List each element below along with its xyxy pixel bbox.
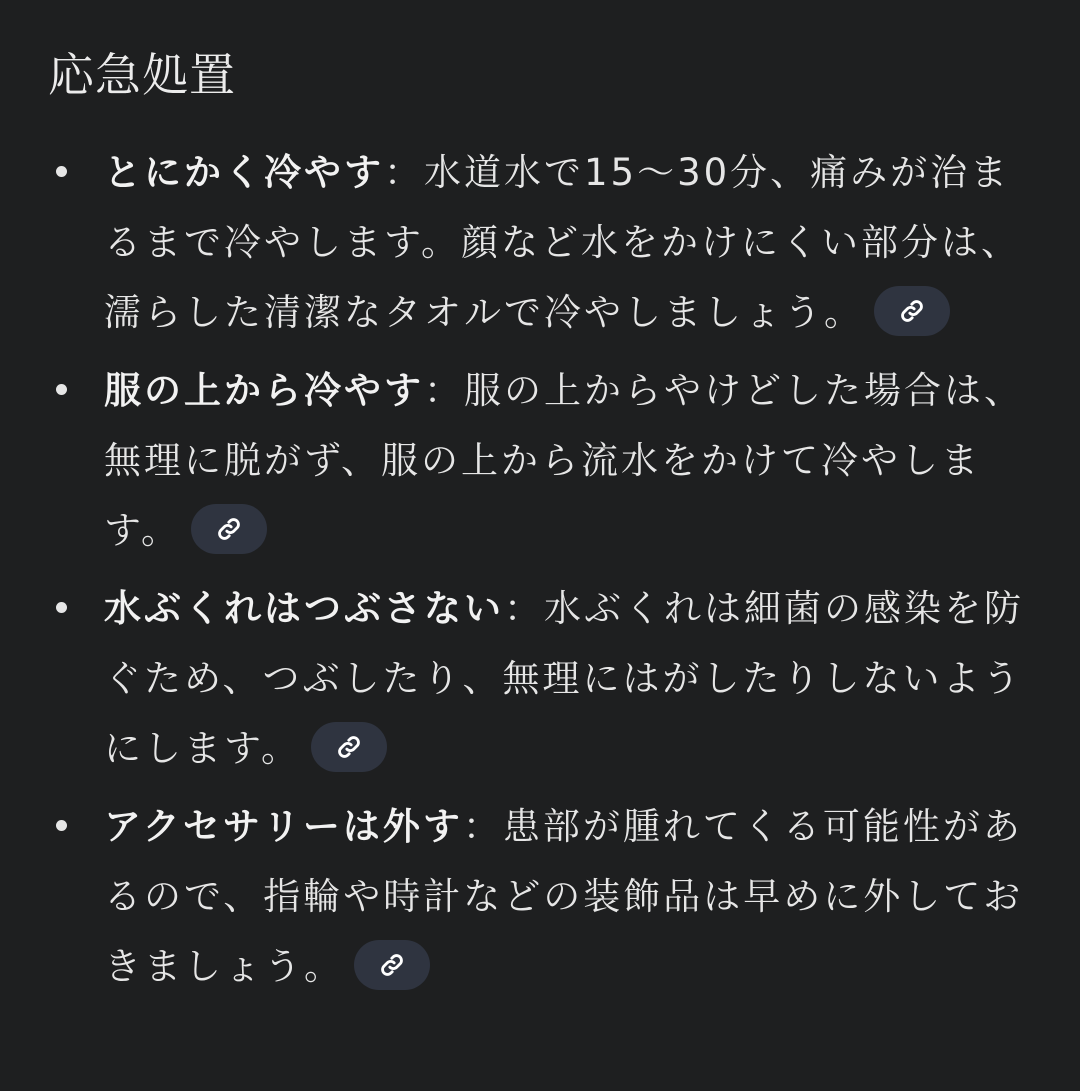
bullet-icon: [56, 166, 67, 177]
list-item: [48, 792, 1024, 1002]
item-separator: ：: [504, 587, 544, 630]
item-separator: ：: [462, 805, 503, 848]
item-term: 水ぶくれはつぶさない: [104, 587, 504, 630]
item-text: 水道水で15～30分、痛みが治まるまで冷やします。顔など水をかけにくい部分は、濡らした清潔なタオルで冷やしましょう。: [104, 151, 1022, 334]
item-separator: ：: [424, 369, 464, 412]
link-icon: [336, 734, 362, 760]
link-icon: [899, 298, 925, 324]
item-term: アクセサリーは外す: [104, 805, 463, 848]
item-separator: ：: [384, 151, 424, 194]
first-aid-list: [48, 138, 1040, 1002]
item-term: 服の上から冷やす: [104, 369, 424, 412]
section-heading: 応急処置: [48, 48, 236, 102]
list-item: [48, 356, 1024, 566]
list-item: [48, 138, 1024, 348]
list-item: [48, 574, 1024, 784]
link-icon: [379, 952, 405, 978]
bullet-icon: [56, 820, 67, 831]
item-term: とにかく冷やす: [104, 151, 384, 194]
item-text: 水ぶくれは細菌の感染を防ぐため、つぶしたり、無理にはがしたりしないようにします。: [104, 587, 1024, 770]
source-link-button[interactable]: [311, 722, 387, 772]
bullet-icon: [56, 384, 67, 395]
item-text: 患部が腫れてくる可能性があるので、指輪や時計などの装飾品は早めに外しておきましょう。: [104, 805, 1024, 988]
source-link-button[interactable]: [874, 286, 950, 336]
link-icon: [216, 516, 242, 542]
source-link-button[interactable]: [354, 940, 430, 990]
bullet-icon: [56, 602, 67, 613]
item-text: 服の上からやけどした場合は、無理に脱がず、服の上から流水をかけて冷やします。: [104, 369, 1024, 552]
source-link-button[interactable]: [191, 504, 267, 554]
